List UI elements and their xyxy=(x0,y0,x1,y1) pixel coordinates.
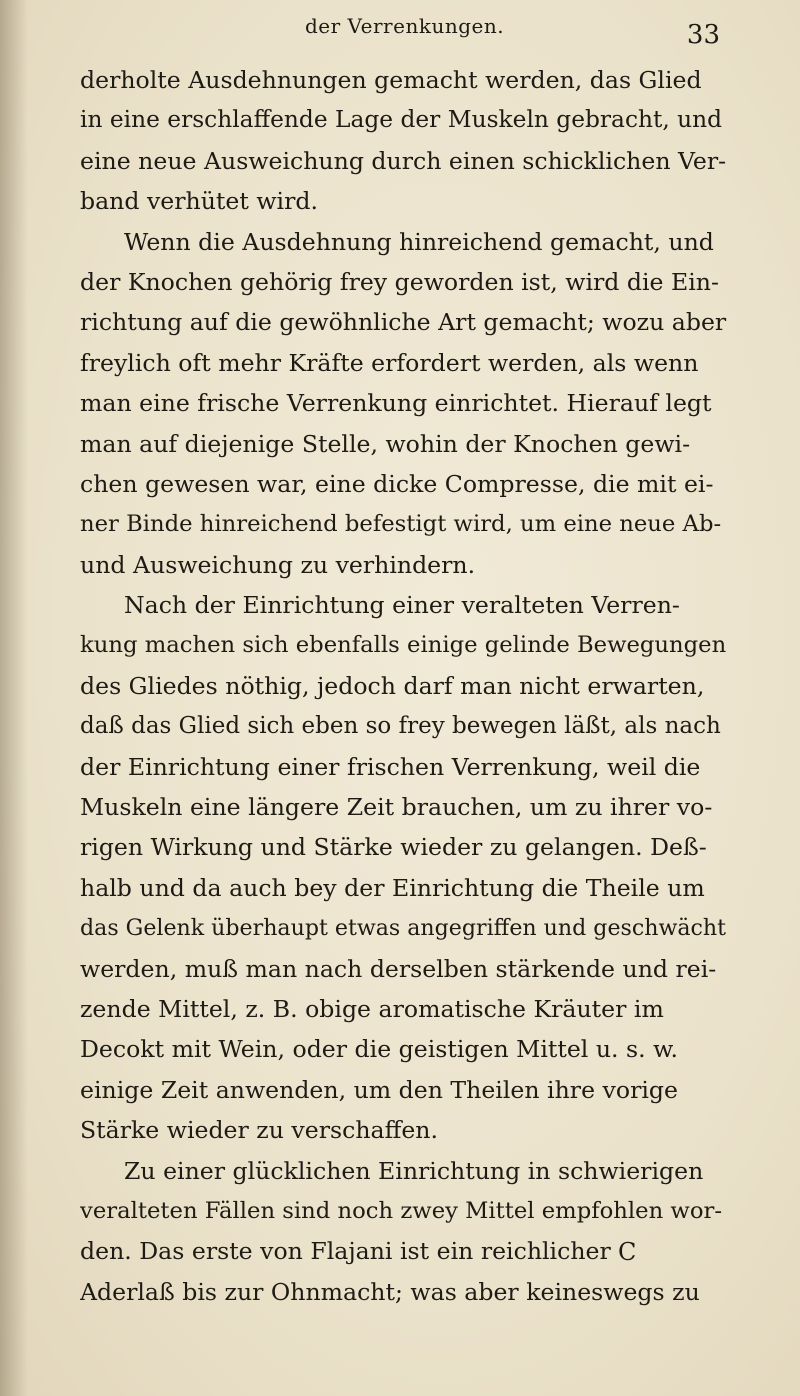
text-line: der Knochen gehörig frey geworden ist, wird die Ein- xyxy=(80,267,719,296)
text-line: halb und da auch bey der Einrichtung die Theile um xyxy=(80,873,705,902)
text-line: ner Binde hinreichend befestigt wird, um eine neue Ab- xyxy=(80,511,722,538)
text-line: freylich oft mehr Kräfte erfordert werden, als wenn xyxy=(80,348,699,377)
text-line: in eine erschlaffende Lage der Muskeln gebracht, und xyxy=(80,106,723,134)
page-number: 33 xyxy=(686,20,720,50)
text-line: chen gewesen war, eine dicke Compresse, die mit ei- xyxy=(80,469,714,498)
text-line: Muskeln eine längere Zeit brauchen, um zu ihrer vo- xyxy=(80,793,713,822)
text-line: Aderlaß bis zur Ohnmacht; was aber keineswegs zu xyxy=(80,1277,700,1306)
text-line: das Gelenk überhaupt etwas angegriffen und geschwächt xyxy=(80,915,727,942)
text-line: zende Mittel, z. B. obige aromatische Kräuter im xyxy=(80,994,664,1023)
text-line: man auf diejenige Stelle, wohin der Knochen gewi- xyxy=(80,429,691,458)
text-line: band verhütet wird. xyxy=(80,187,318,216)
text-line: Zu einer glücklichen Einrichtung in schwierigen xyxy=(124,1156,704,1185)
text-line: Stärke wieder zu verschaffen. xyxy=(80,1116,438,1145)
text-line: des Gliedes nöthig, jedoch darf man nicht erwarten, xyxy=(80,671,705,700)
catchword: C xyxy=(618,1238,637,1266)
binding-shadow xyxy=(0,0,28,1396)
text-line: und Ausweichung zu verhindern. xyxy=(80,550,476,579)
text-line: Nach der Einrichtung einer veralteten Verren- xyxy=(124,591,680,620)
text-line: Wenn die Ausdehnung hinreichend gemacht, und xyxy=(124,227,714,256)
text-line: werden, muß man nach derselben stärkende und rei- xyxy=(80,954,717,983)
text-line: veralteten Fällen sind noch zwey Mittel empfohlen wor- xyxy=(80,1197,722,1224)
text-line: daß das Glied sich eben so frey bewegen läßt, als nach xyxy=(80,713,721,740)
text-line: kung machen sich ebenfalls einige gelinde Bewegungen xyxy=(80,632,727,659)
text-line: einige Zeit anwenden, um den Theilen ihre vorige xyxy=(80,1075,678,1104)
text-line: eine neue Ausweichung durch einen schicklichen Ver- xyxy=(80,146,727,175)
text-line: der Einrichtung einer frischen Verrenkung, weil die xyxy=(80,752,701,781)
text-line: rigen Wirkung und Stärke wieder zu gelangen. Deß- xyxy=(80,833,707,862)
text-line: derholte Ausdehnungen gemacht werden, das Glied xyxy=(80,66,702,94)
text-line: Decokt mit Wein, oder die geistigen Mittel u. s. w. xyxy=(80,1035,679,1064)
page-header xyxy=(120,10,720,56)
text-line: man eine frische Verrenkung einrichtet. Hierauf legt xyxy=(80,389,712,418)
running-head: der Verrenkungen. xyxy=(305,14,505,38)
text-line: den. Das erste von Flajani ist ein reichlicher xyxy=(80,1237,611,1266)
text-line: richtung auf die gewöhnliche Art gemacht; wozu aber xyxy=(80,308,727,337)
body-text xyxy=(80,60,728,1312)
